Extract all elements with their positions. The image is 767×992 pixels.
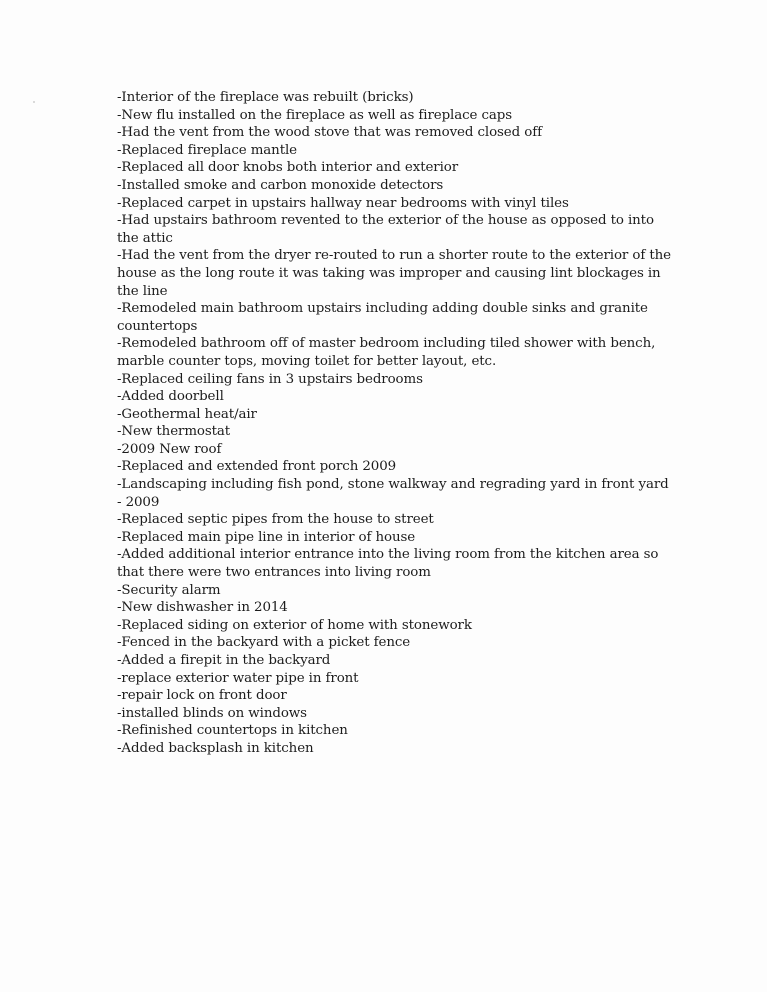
- list-item: -Replaced siding on exterior of home with stonework: [117, 617, 472, 633]
- home-improvements-list: [117, 89, 677, 758]
- list-item: -New dishwasher in 2014: [117, 600, 288, 616]
- list-item: -2009 New roof: [117, 441, 222, 457]
- list-item: -New thermostat: [117, 424, 231, 440]
- list-item: -Had the vent from the dryer re-routed to run a shorter route to the exterior of the house as the long route it was taking was improper and causing lint blockages in the line: [117, 248, 671, 299]
- list-item: -Remodeled bathroom off of master bedroom including tiled shower with bench, marble counter tops, moving toilet for better layout, etc.: [117, 336, 656, 369]
- list-item: -repair lock on front door: [117, 688, 287, 704]
- list-item: -Added additional interior entrance into the living room from the kitchen area so that there were two entrances into living room: [117, 547, 659, 581]
- list-item: -Had the vent from the wood stove that was removed closed off: [117, 125, 542, 141]
- list-item: -installed blinds on windows: [117, 705, 307, 721]
- list-item: -Replaced fireplace mantle: [117, 142, 297, 158]
- list-item: -Refinished countertops in kitchen: [117, 723, 348, 739]
- list-item: -Added backsplash in kitchen: [117, 740, 314, 756]
- list-item: -Added a firepit in the backyard: [117, 653, 331, 668]
- list-item: -Replaced carpet in upstairs hallway near bedrooms with vinyl tiles: [117, 195, 569, 211]
- list-item: -Replaced all door knobs both interior and exterior: [117, 160, 459, 176]
- list-item: -Fenced in the backyard with a picket fence: [117, 635, 411, 651]
- list-item: -Geothermal heat/air: [117, 406, 257, 422]
- list-item: -replace exterior water pipe in front: [117, 670, 359, 686]
- list-item: -Landscaping including fish pond, stone walkway and regrading yard in front yard - 2009: [117, 477, 669, 510]
- list-item: -Security alarm: [117, 582, 221, 598]
- list-item: -Replaced septic pipes from the house to street: [117, 512, 434, 528]
- list-item: -Replaced main pipe line in interior of house: [117, 529, 416, 545]
- list-item: -Remodeled main bathroom upstairs including adding double sinks and granite countertops: [117, 301, 648, 334]
- list-item: -Added doorbell: [117, 389, 224, 405]
- list-item: -Had upstairs bathroom revented to the exterior of the house as opposed to into the attic: [117, 213, 654, 246]
- list-item: -New flu installed on the fireplace as well as fireplace caps: [117, 107, 513, 123]
- list-item: -Replaced and extended front porch 2009: [117, 459, 397, 475]
- list-item: -Interior of the fireplace was rebuilt (bricks): [117, 90, 414, 105]
- list-item: -Replaced ceiling fans in 3 upstairs bedrooms: [117, 371, 423, 387]
- scan-speck: [33, 101, 35, 103]
- list-item: -Installed smoke and carbon monoxide detectors: [117, 177, 444, 193]
